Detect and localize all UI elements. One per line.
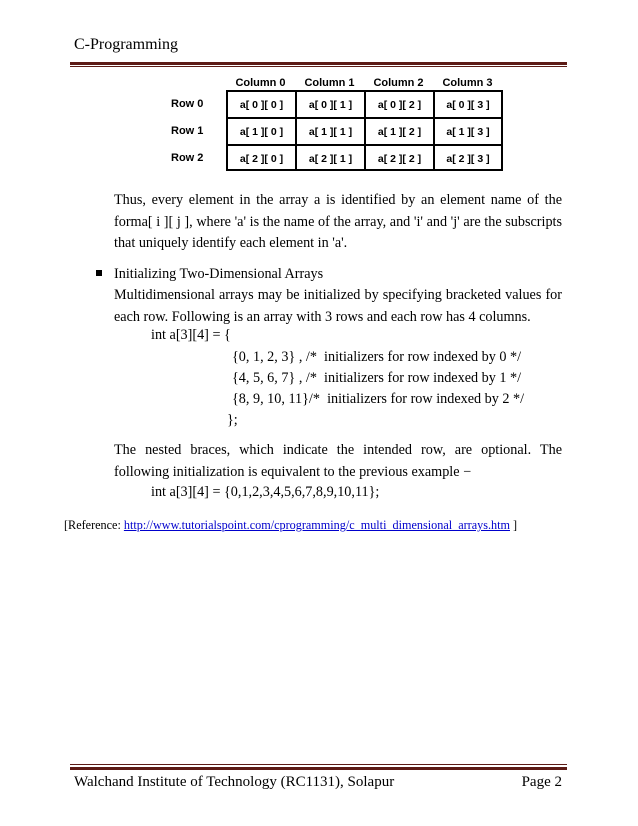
row-label: Row 0 [171, 98, 204, 110]
header-rule-thick [70, 62, 567, 65]
body-paragraph: Multidimensional arrays may be initialized by specifying bracketed values for each row. Following is an array with 3 rows and each row has 4 columns. [114, 287, 562, 325]
array-cell: a[ 2 ][ 0 ] [239, 153, 284, 165]
code-line: int a[3][4] = {0,1,2,3,4,5,6,7,8,9,10,11}; [151, 484, 380, 500]
column-header: Column 1 [304, 77, 355, 89]
array-diagram [165, 76, 510, 172]
array-cell: a[ 0 ][ 1 ] [308, 99, 353, 111]
row-label: Row 2 [171, 152, 204, 164]
column-header: Column 2 [373, 77, 424, 89]
page-header-title: C-Programming [74, 36, 178, 53]
array-cell: a[ 0 ][ 3 ] [446, 99, 490, 111]
body-paragraph: Thus, every element in the array a is identified by an element name of the forma[ i ][ j ], where 'a' is the name of the array, and 'i' and 'j' are the subscripts that uniquely identify each element in 'a'. [114, 192, 562, 251]
column-header: Column 0 [235, 77, 286, 89]
reference-link[interactable]: http://www.tutorialspoint.com/cprogramming/c_multi_dimensional_arrays.htm [123, 518, 510, 532]
page-number: Page 2 [521, 774, 562, 790]
footer-rule-thin [70, 764, 567, 765]
code-line: {4, 5, 6, 7} , /* initializers for row indexed by 1 */ [232, 370, 522, 386]
array-cell: a[ 1 ][ 1 ] [308, 126, 353, 138]
array-cell: a[ 2 ][ 1 ] [308, 153, 353, 165]
array-cell: a[ 1 ][ 0 ] [239, 126, 284, 138]
reference-prefix: [Reference: [64, 518, 124, 532]
code-line: {0, 1, 2, 3} , /* initializers for row indexed by 0 */ [232, 349, 522, 365]
array-cell: a[ 0 ][ 0 ] [239, 99, 284, 111]
array-cell: a[ 0 ][ 2 ] [377, 99, 422, 111]
footer-institution: Walchand Institute of Technology (RC1131), Solapur [74, 774, 395, 790]
reference-line [64, 518, 517, 533]
bullet-square-icon [96, 270, 102, 276]
header-rule-thin [70, 66, 567, 67]
row-label: Row 1 [171, 125, 204, 137]
code-line: {8, 9, 10, 11}/* initializers for row indexed by 2 */ [232, 391, 525, 407]
array-cell: a[ 1 ][ 3 ] [446, 126, 490, 138]
array-grid [226, 90, 503, 171]
array-cell: a[ 1 ][ 2 ] [377, 126, 422, 138]
reference-suffix: ] [510, 518, 518, 532]
footer-rule-thick [70, 767, 567, 770]
array-cell: a[ 2 ][ 3 ] [446, 153, 490, 165]
code-line: int a[3][4] = { [151, 327, 231, 343]
body-paragraph: The nested braces, which indicate the intended row, are optional. The following initialization is equivalent to the previous example − [114, 442, 562, 480]
column-header: Column 3 [442, 77, 493, 89]
array-cell: a[ 2 ][ 2 ] [377, 153, 422, 165]
section-heading: Initializing Two-Dimensional Arrays [114, 266, 324, 282]
code-line: }; [227, 412, 238, 428]
